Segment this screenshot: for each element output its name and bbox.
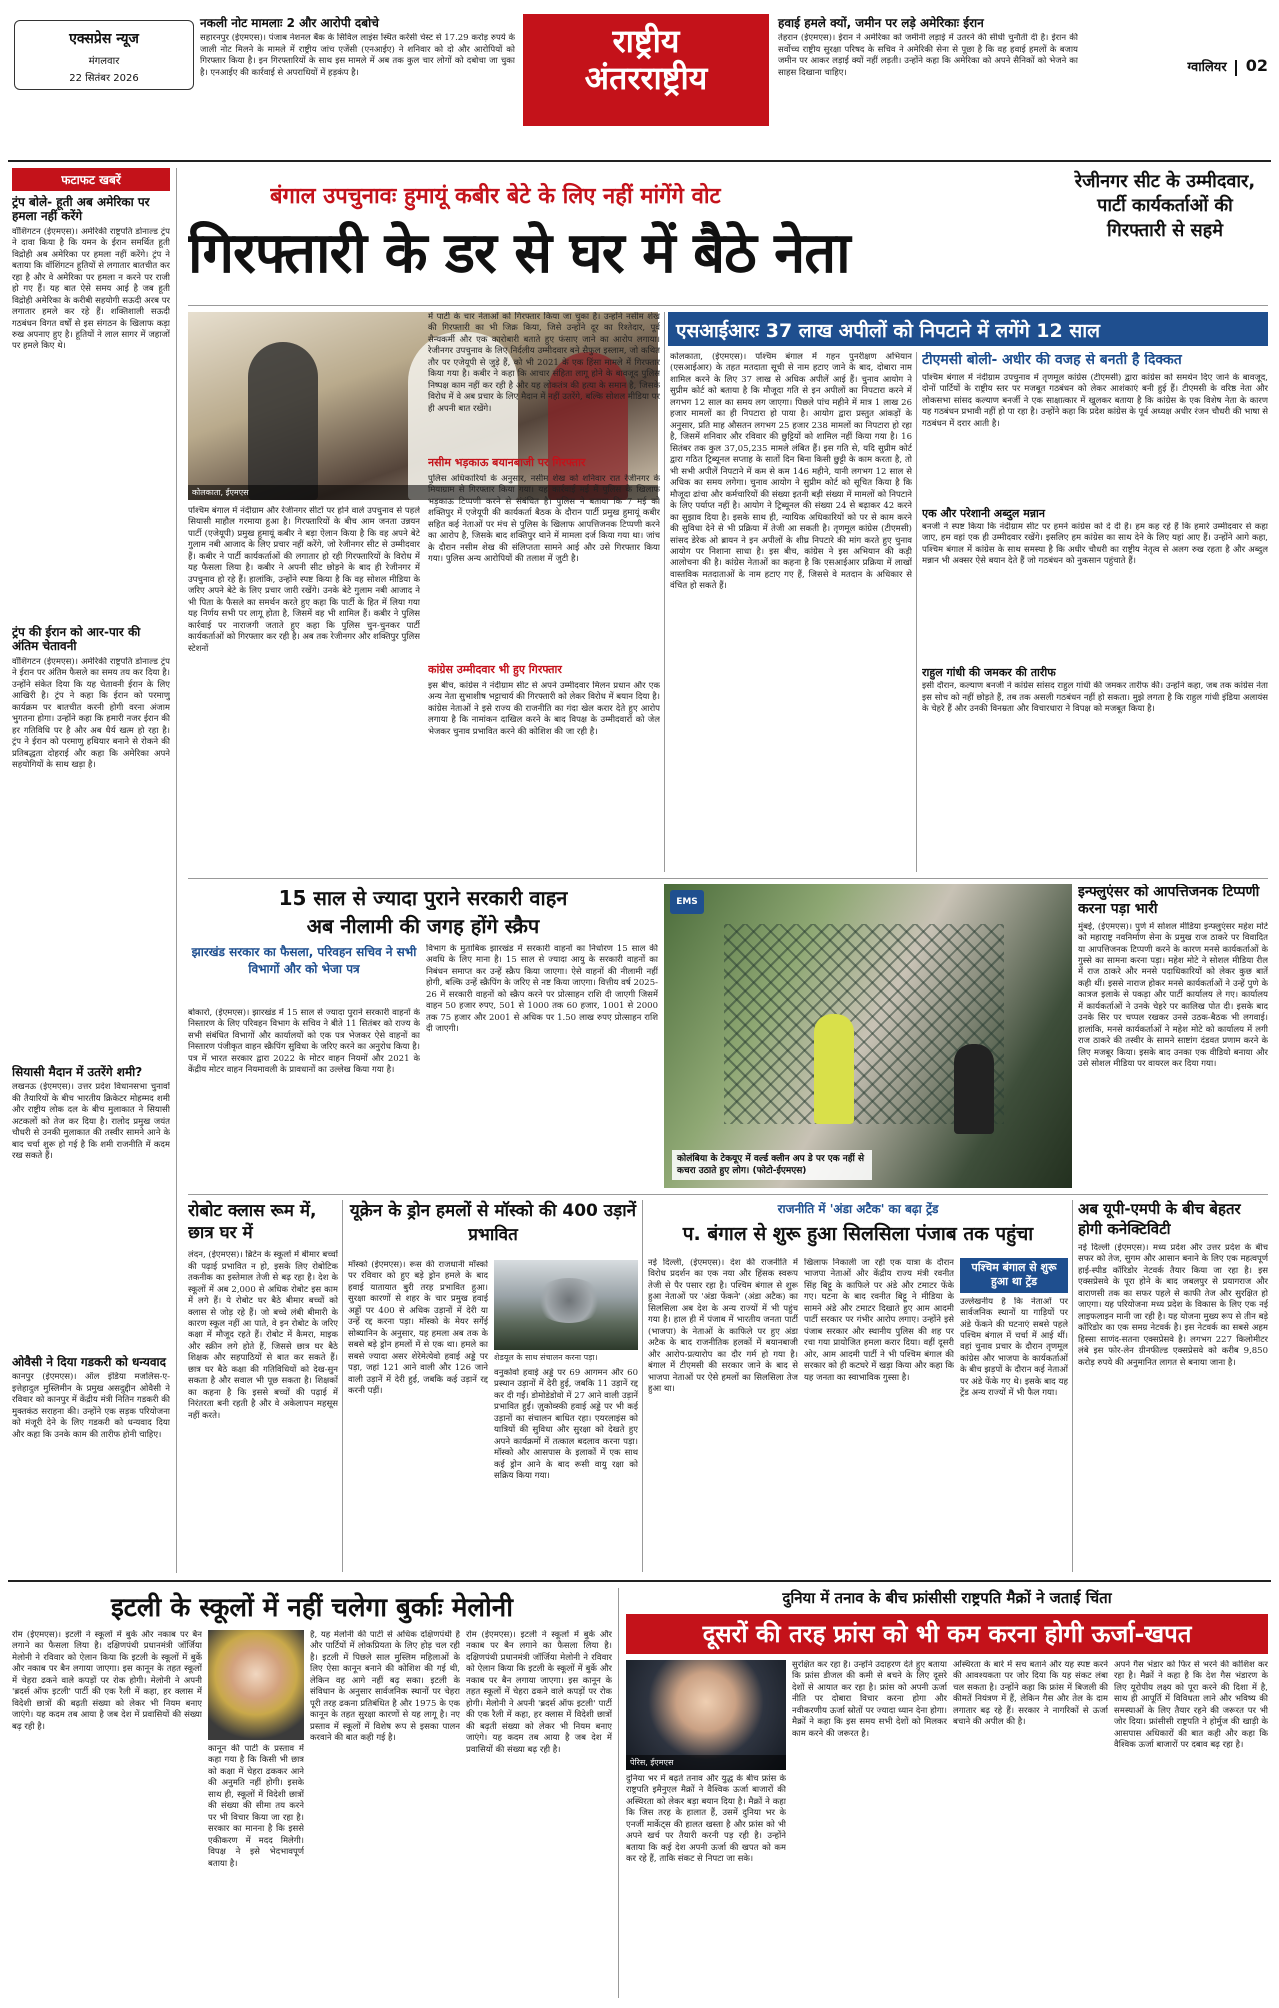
macron-text-2: सुरक्षित कर रहा है। उन्होंने उदाहरण देते हुए बताया कि फ्रांस डीजल की कमी से बचने के लिए दूसरे देशों से आयात कर रहा है। फ्रांस को अपनी ऊर्जा नीति पर दोबारा विचार करना होगा और नवीकरणीय ऊर्जा स्रोतों पर ज्यादा ध्यान देना होगा। मैक्रों ने कहा कि इस समय सभी देशों को मिलकर काम करने की जरूरत है।: [792, 1660, 947, 1739]
robot-text: लंदन, (ईएमएस)। ब्रिटेन के स्कूलों में बीमार बच्चों की पढ़ाई प्रभावित न हो, इसके लिए रोबोटिक तकनीक का इस्तेमाल तेजी से बढ़ रहा है। देश के स्कूलों में अब 2,000 से अधिक रोबोट इस काम में लगे हैं। ये रोबोट घर बैठे बीमार बच्चों को क्लास से जोड़ रहे हैं। जो बच्चे लंबी बीमारी के कारण स्कूल नहीं आ पाते, वे इन रोबोट के जरिए कक्षा में मौजूद रहते हैं। रोबोट में कैमरा, माइक और स्क्रीन लगे होते हैं, जिससे छात्र घर बैठे शिक्षक और सहपाठियों से बात कर सकते हैं। छात्र घर बैठे कक्षा की गतिविधियों को देख-सुन सकता है और सवाल भी पूछ सकता है। शिक्षकों का कहना है कि इससे बच्चों की पढ़ाई में निरंतरता बनी रहती है और वे अकेलापन महसूस नहीं करते।: [188, 1250, 338, 1421]
metro-photo-caption: कोलंबिया के टेकयूए में वर्ल्ड क्लीन अप डे पर एक नहीं से कचरा उठाते हुए लोग। (फोटो-ईएमएस): [672, 1150, 872, 1180]
brief-text: कानपुर (ईएमएस)। ऑल इंडिया मजलिस-ए-इत्तेहादुल मुस्लिमीन के प्रमुख असदुद्दीन ओवैसी ने रविवार को कानपुर में केंद्रीय मंत्री नितिन गडकरी की मुक्तकंठ सराहना की। उन्होंने एक सड़क परियोजना को मंजूरी देने के लिए गडकरी को धन्यवाद दिया और कहा कि उनके काम की तारीफ होनी चाहिए।: [12, 1372, 170, 1440]
sir-headline: एसआईआरः 37 लाख अपीलों को निपटाने में लगेंगे 12 साल: [668, 312, 1268, 346]
lead-col-2c: इस बीच, कांग्रेस ने नंदीग्राम सीट से अपने उम्मीदवार मिलन प्रधान और एक अन्य नेता सुभाशीष भट्टाचार्य की गिरफ्तारी को लेकर विरोध में बयान दिया है। कांग्रेस नेताओं ने इसे राज्य की राजनीति का गंदा खेल करार देते हुए आरोप लगाया है कि नामांकन दाखिल करने के बाद विपक्ष के उम्मीदवारों को जेल भेजकर चुनाव प्रभावित करने की कोशिश की जा रही है।: [428, 680, 660, 737]
brief-text: लखनऊ (ईएमएस)। उत्तर प्रदेश विधानसभा चुनावों की तैयारियों के बीच भारतीय क्रिकेटर मोहम्मद शमी और राष्ट्रीय लोक दल के बीच मुलाकात ने सियासी अटकलों को तेज कर दिया है। रालोद प्रमुख जयंत चौधरी से उनकी मुलाकात की तस्वीर सामने आने के बाद चर्चा शुरू हो गई है कि शमी राजनीति में कदम रख सकते हैं।: [12, 1082, 170, 1162]
ems-logo-icon: EMS: [670, 890, 704, 914]
vehicles-text-1: बोकारो, (ईएमएस)। झारखंड में 15 साल से ज्यादा पुराने सरकारी वाहनों के निस्तारण के लिए परिवहन विभाग के सचिव ने बीते 11 सितंबर को राज्य के सभी संबंधित विभागों और कार्यालयों को एक पत्र भेजकर ऐसे वाहनों का निस्तारण पंजीकृत वाहन स्क्रैपिंग सुविधा के जरिए करने का अनुरोध किया है। पत्र में भारत सरकार द्वारा 2022 के मोटर वाहन नियमों और 2021 के केंद्रीय मोटर वाहन नियमावली के प्रावधानों का उल्लेख किया गया है।: [188, 1008, 420, 1076]
bottom-rule: [8, 1580, 1271, 1582]
smoke-shape: [534, 1278, 604, 1323]
punjab-box-title: पश्चिम बंगाल से शुरू हुआ था ट्रेंड: [960, 1258, 1068, 1293]
lead-subhead-2: कांग्रेस उम्मीदवार भी हुए गिरफ्तार: [428, 662, 562, 676]
robot-story: [188, 1200, 338, 1572]
punjab-box-text: उल्लेखनीय है कि नेताओं पर सार्वजनिक स्थानों या गाड़ियों पर अंडे फेंकने की घटनाएं सबसे पहले पश्चिम बंगाल में चर्चा में आई थीं। वहां चुनाव प्रचार के दौरान तृणमूल कांग्रेस और भाजपा के कार्यकर्ताओं के बीच झड़पों के दौरान कई नेताओं पर अंडे फेंके गए थे। इसके बाद यह ट्रेंड अन्य राज्यों में भी फैल गया।: [960, 1296, 1068, 1399]
punjab-headline: प. बंगाल से शुरू हुआ सिलसिला पंजाब तक पहुंचा: [682, 1223, 1034, 1245]
brief-item: [12, 1065, 170, 1355]
paper-name: एक्सप्रेस न्यूज: [69, 31, 139, 47]
photo-figure: [814, 1014, 854, 1124]
masthead: [8, 8, 1271, 160]
macron-photo-caption: पेरिस, ईएमएस: [626, 1755, 786, 1770]
tmc-subhead-1: एक और परेशानी अब्दुल मन्नान: [922, 506, 1046, 520]
lead-kicker: बंगाल उपचुनावः हुमायूं कबीर बेटे के लिए नहीं मांगेंगे वोट: [270, 184, 721, 209]
lead-col-2b: पुलिस अधिकारियों के अनुसार, नसीम शेख को शनिवार रात रेजीनगर के मियाग्राम से गिरफ्तार किया गया। यह कार्रवाई मई में पुलिस के खिलाफ भड़काऊ टिप्पणी करने से संबंधित है। पुलिस ने बताया कि 7 मई को शक्तिपुर में एजेयूपी की कार्यकर्ता बैठक के दौरान पार्टी प्रमुख हुमायूं कबीर सहित कई नेताओं पर मंच से पुलिस के खिलाफ आपत्तिजनक टिप्पणी करने का आरोप है, जिसके बाद शक्तिपुर थाने में मामला दर्ज किया गया था। जांच के दौरान नसीम शेख की संलिप्तता सामने आई और उसे गिरफ्तार किया गया। पुलिस अन्य आरोपियों की तलाश में जुटी है।: [428, 473, 660, 565]
macron-text-1: दुनिया भर में बढ़ते तनाव और युद्ध के बीच फ्रांस के राष्ट्रपति इमैनुएल मैक्रों ने वैश्विक ऊर्जा बाजारों की अस्थिरता को लेकर बड़ा बयान दिया है। मैक्रों ने कहा कि जिस तरह के हालात हैं, उसमें दुनिया भर के एनर्जी मार्केट्स की हालत खस्ता है और फ्रांस को भी अपने खर्च पर तैयारी करनी पड़ रही है। उन्होंने बताया कि कई देश अपनी ऊर्जा की खपत को कम कर रहे हैं, ताकि संकट से निपटा जा सके।: [626, 1774, 786, 1865]
brief-right-text: तेहरान (ईएमएस)। ईरान ने अमेरिका को जमीनी लड़ाई में उतरने की सीधी चुनौती दी है। ईरान की सर्वोच्च राष्ट्रीय सुरक्षा परिषद के सचिव ने अमेरिकी सेना से पूछा है कि वह हवाई हमलों के बजाय जमीन पर आकर लड़ाई क्यों नहीं लड़ती। उन्होंने कहा कि अमेरिका को अपने सैनिकों को भेजने का साहस दिखाना चाहिए।: [778, 33, 1078, 78]
brief-left-title: नकली नोट मामलाः 2 और आरोपी दबोचे: [200, 16, 379, 30]
city-page: [1158, 56, 1268, 82]
top-brief-left: [200, 16, 515, 136]
meloni-text-1b: रोम (ईएमएस)। इटली ने स्कूलों में बुर्के और नकाब पर बैन लगाने का फैसला लिया है। दक्षिणपंथी प्रधानमंत्री जॉर्जिया मेलोनी ने रविवार को ऐलान किया कि इटली के स्कूलों में बुर्के और नकाब पर बैन लगाया जाएगा। इस कानून के तहत स्कूलों में चेहरा ढकने वाले कपड़ों पर रोक होगी। मेलोनी ने अपनी 'ब्रदर्स ऑफ इटली' पार्टी की एक रैली में कहा, हर क्लास में विदेशी छात्रों की बढ़ती संख्या को लेकर भी नियम बनाए जाएंगे। यह कदम तब आया है जब देश में प्रवासियों की संख्या बढ़ रही है।: [466, 1630, 612, 1755]
lead-headline: गिरफ्तारी के डर से घर में बैठे नेता: [188, 221, 850, 286]
lead-col-1: पश्चिम बंगाल में नंदीग्राम और रेजीनगर सीटों पर होने वाले उपचुनाव से पहले सियासी माहौल गरमाया हुआ है। गिरफ्तारियों के बीच आम जनता उन्नयन पार्टी (एजेयूपी) प्रमुख हुमायूं कबीर ने बड़ा ऐलान किया है कि वह अपने बेटे गुलाम नबी आजाद के लिए प्रचार नहीं करेंगे, जो रेजीनगर सीट से उम्मीदवार हैं। कबीर ने पार्टी कार्यकर्ताओं की लगातार हो रही गिरफ्तारियों के विरोध में यह फैसला लिया है। कबीर ने अपनी सीट छोड़ने के बाद ही रेजीनगर में उपचुनाव हो रहे हैं। हालांकि, उन्होंने स्पष्ट किया है कि वह सोशल मीडिया के जरिए अपने बेटे के लिए प्रचार जारी रखेंगे। उनके बेटे गुलाम नबी आजाद ने भी पिता के फैसले का समर्थन करते हुए कहा कि पार्टी के हित में लिया गया यह निर्णय सभी पर लागू होता है, जिसमें वह भी शामिल हैं। कबीर ने पुलिस कार्रवाई पर नाराजगी जताते हुए कहा कि पुलिस चुन-चुनकर पार्टी कार्यकर्ताओं को गिरफ्तार कर रही है। अब तक रेजीनगर और शक्तिपुर पुलिस स्टेशनों: [188, 506, 420, 654]
drone-divider: [642, 1200, 643, 1572]
top-brief-right: [778, 16, 1078, 136]
lead-col-1b: [428, 456, 660, 871]
macron-kicker: दुनिया में तनाव के बीच फ्रांसीसी राष्ट्रपति मैक्रों ने जताई चिंता: [782, 1589, 1112, 1607]
section-banner: [523, 14, 769, 126]
brief-title: ओवैसी ने दिया गडकरी को धन्यवाद: [12, 1355, 167, 1369]
influencer-story: [1078, 884, 1268, 1188]
drone-text-2: वनुकोवो हवाई अड्डे पर 69 आगमन और 60 प्रस्थान उड़ानों में देरी हुई, जबकि 11 उड़ानें रद्द कर दी गईं। डोमोडेडोवो में 27 आने वाली उड़ानें प्रभावित हुईं। ज़ुकोव्स्की हवाई अड्डे पर भी कई उड़ानों का संचालन बाधित रहा। एयरलाइंस को यात्रियों की सुविधा और सुरक्षा को देखते हुए अपने कार्यक्रमों में तत्काल बदलाव करना पड़ा। मॉस्को और आसपास के इलाकों में एक साथ कई ड्रोन आने के बाद रूसी वायु रक्षा को सक्रिय किया गया।: [494, 1368, 638, 1482]
lead-subhead-1: नसीम भड़काऊ बयानबाजी पर गिरफ्तार: [428, 456, 586, 469]
mid-rule-1: [188, 878, 1268, 879]
lead-head-rule: [188, 305, 1268, 306]
brief-text: वॉशिंगटन (ईएमएस)। अमेरिकी राष्ट्रपति डोनाल्ड ट्रंप ने ईरान पर अंतिम फैसले का समय तय कर दिया है। उन्होंने संकेत दिया कि यह चेतावनी ईरान के लिए आखिरी है। ट्रंप ने कहा कि ईरान को परमाणु कार्यक्रम पर बातचीत करनी होगी वरना अंजाम भुगतना होगा। उन्होंने कहा कि हमारी नजर ईरान की हर गतिविधि पर है और अब धैर्य खत्म हो रहा है। ट्रंप ने ईरान को परमाणु हथियार बनाने से रोकने की प्रतिबद्धता दोहराई और कहा कि अमेरिका अपने सहयोगियों के साथ खड़ा है।: [12, 656, 170, 770]
lead-photo-caption: कोलकाता, ईएमएस: [188, 485, 658, 500]
punjab-box: [960, 1258, 1068, 1572]
meloni-divider: [618, 1588, 619, 1998]
meloni-text-3: कानून की पार्टी के प्रस्ताव में कहा गया है कि किसी भी छात्र को कक्षा में चेहरा ढककर आने की अनुमति नहीं होगी। इसके साथ ही, स्कूलों में विदेशी छात्रों की संख्या की सीमा तय करने पर भी विचार किया जा रहा है। सरकार का मानना है कि इससे एकीकरण में मदद मिलेगी। विपक्ष ने इसे भेदभावपूर्ण बताया है।: [208, 1744, 304, 1869]
photo-figure: [954, 1044, 994, 1134]
briefs-column: [12, 168, 170, 1573]
mid-rule-2: [188, 1194, 1268, 1195]
metro-photo: [664, 884, 1072, 1188]
tmc-story: [922, 352, 1268, 872]
meloni-text-4: [466, 1630, 612, 1994]
robot-headline: रोबोट क्लास रूम में, छात्र घर में: [188, 1201, 317, 1244]
macron-text-4: अपने गैस भंडार को फिर से भरने की कोशिश कर रहा है। मैक्रों ने कहा है कि देश गैस भंडारण के लिए यूरोपीय लक्ष्य को पूरा करने की दिशा में है, साथ ही आपूर्ति में विविधता लाने और भविष्य की समस्याओं के लिए तैयार रहने की जरूरत पर भी जोर दिया। फ्रांसीसी राष्ट्रपति ने होर्मुज की खाड़ी के आसपास अधिकारों की बात कही और कहा कि वैश्विक ऊर्जा बाजारों पर दबाव बढ़ रहा है।: [1114, 1660, 1268, 1751]
punjab-text-1: नई दिल्ली, (ईएमएस)। देश की राजनीति में विरोध प्रदर्शन का एक नया और हिंसक स्वरूप तेजी से पैर पसार रहा है। पश्चिम बंगाल से शुरू हुआ नेताओं पर 'अंडा फेंकने' (अंडा अटैक) का सिलसिला अब देश के अन्य राज्यों में भी पहुंच गया है। हाल ही में पंजाब में भारतीय जनता पार्टी (भाजपा) के नेताओं के काफिले पर हुए अंडा अटैक के बाद राजनीतिक हलकों में बयानबाजी और आरोप-प्रत्यारोप का दौर गर्म हो गया है। बंगाल में टीएमसी की सरकार जाने के बाद से भाजपा नेताओं पर ऐसे हमलों का सिलसिला तेज हुआ था।: [648, 1258, 798, 1395]
tmc-headline: टीएमसी बोली- अधीर की वजह से बनती है दिक्कत: [922, 352, 1182, 368]
brief-item: [12, 625, 170, 1065]
brief-left-text: सहारनपुर (ईएमएस)। पंजाब नेशनल बैंक के सिविल लाइंस स्थित करेंसी चेस्ट से 17.29 करोड़ रुपये के जाली नोट मिलने के मामले में राष्ट्रीय जांच एजेंसी (एनआईए) ने शनिवार को दो और आरोपियों को गिरफ्तार किया है। इन गिरफ्तारियों के साथ इस मामले में अब तक कुल चार लोगों को दबोचा जा चुका है। एनआईए की कार्रवाई से अपराधियों में हड़कंप है।: [200, 33, 515, 78]
vehicles-headline-2: अब नीलामी की जगह होंगे स्क्रैप: [306, 914, 540, 938]
date: 22 सितंबर 2026: [69, 73, 139, 84]
paper-name-box: [14, 20, 194, 90]
brief-item: [12, 1355, 170, 1573]
vehicles-headline-1: 15 साल से ज्यादा पुराने सरकारी वाहन: [278, 886, 568, 910]
brief-title: ट्रंप बोले- हूती अब अमेरिका पर हमला नहीं करेंगे: [12, 195, 150, 224]
photo-figure: [248, 342, 318, 500]
brief-title: सियासी मैदान में उतरेंगे शमी?: [12, 1065, 143, 1079]
tmc-text-1: पश्चिम बंगाल में नंदीग्राम उपचुनाव में तृणमूल कांग्रेस (टीएमसी) द्वारा कांग्रेस को समर्थन दिए जाने के बावजूद, दोनों पार्टियों के राष्ट्रीय स्तर पर मजबूत गठबंधन को लेकर आशंकाएं बनी हुई हैं। टीएमसी के वरिष्ठ नेता और लोकसभा सांसद कल्याण बनर्जी ने एक साक्षात्कार में खुलकर बताया है कि कांग्रेस के एक विशेष नेता के कारण यह गठबंधन प्रभावी नहीं हो पा रहा है। उन्होंने कहा कि प्रदेश कांग्रेस के पूर्व अध्यक्ष अधीर रंजन चौधरी की भाषा से गठबंधन में दरार आती है।: [922, 372, 1268, 429]
macron-text-3: अस्थिरता के बारे में सच बताने और यह स्पष्ट करने की आवश्यकता पर जोर दिया कि यह संकट लंबा चल सकता है। उन्होंने कहा कि फ्रांस में बिजली की कीमतें नियंत्रण में हैं, लेकिन गैस और तेल के दाम लगातार बढ़ रहे हैं। सरकार ने नागरिकों से ऊर्जा बचाने की अपील की है।: [953, 1660, 1108, 1728]
punjab-divider: [1072, 1200, 1073, 1572]
sir-text: कोलकाता, (ईएमएस)। पश्चिम बंगाल में गहन पुनरीक्षण अभियान (एसआईआर) के तहत मतदाता सूची से नाम हटाए जाने के बाद, दोबारा नाम शामिल करने के लिए 37 लाख से अधिक अपीलें आई हैं। चुनाव आयोग ने सुप्रीम कोर्ट को बताया है कि मौजूदा गति से इन अपीलों का निपटारा करने में लगभग 12 साल का समय लग जाएगा। पिछले पांच महीने में मात्र 1 लाख 26 हजार मामलों का ही निपटारा हो पाया है। आयोग द्वारा प्रस्तुत आंकड़ों के अनुसार, प्रति माह औसतन लगभग 25 हजार 238 मामलों का निपटारा हो रहा है, जिसमें शनिवार और रविवार की छुट्टियों को शामिल नहीं किया गया है। 16 सितंबर तक कुल 37,05,235 मामले लंबित हैं। इस गति से, यदि सुप्रीम कोर्ट द्वारा गठित ट्रिब्यूनल सप्ताह के सातों दिन बिना किसी छुट्टी के काम करता है, तो भी सभी अपीलें निपटाने में कम से कम 146 महीने, यानी लगभग 12 साल से अधिक का समय लगेगा। चुनाव आयोग ने सुप्रीम कोर्ट को सूचित किया है कि मौजूदा ढांचा और कर्मचारियों की संख्या इतनी बड़ी संख्या में मामलों को निपटाने के लिए पर्याप्त नहीं है। आयोग ने ट्रिब्यूनल की संख्या 24 से बढ़ाकर 42 करने का सुझाव दिया है। इसके साथ ही, न्यायिक अधिकारियों को पर से काम करने की सुविधा देने से भी प्रक्रिया में तेजी आ सकती है। तृणमूल कांग्रेस (टीएमसी) सांसद डेरेक ओ ब्रायन ने इन अपीलों के शीघ्र निपटारे की मांग करते हुए चुनाव आयोग पर निशाना साधा है। इस बीच, कांग्रेस ने इस अभियान की कड़ी आलोचना की है। कांग्रेस नेताओं का कहना है कि एसआईआर प्रक्रिया में लाखों वास्तविक मतदाताओं के नाम हटाए गए हैं, जिससे वे मतदान के अधिकार से वंचित हो सकते हैं।: [670, 352, 912, 592]
masthead-rule: [8, 160, 1271, 162]
drone-photo: [494, 1260, 638, 1350]
lead-col-2: में पार्टी के चार नेताओं को गिरफ्तार किया जा चुका है। उन्होंने नसीम शेख की गिरफ्तारी का भी जिक्र किया, जिसे उन्होंने दूर का रिश्तेदार, पूर्व सैन्यकर्मी और एक कारोबारी बताते हुए फंसाए जाने का आरोप लगाया। रेजीनगर उपचुनाव के लिए निर्दलीय उम्मीदवार बने सैफुल इस्लाम, जो कथित तौर पर एजेयूपी से जुड़े हैं, को भी 2021 के एक हिंसा मामले में गिरफ्तार किया गया है। कबीर ने कहा कि आचार संहिता लागू होने के बावजूद पुलिस निष्पक्ष काम नहीं कर रही है और यह लोकतंत्र की हत्या के समान है, जिसके विरोध में वे अब प्रचार के लिए मैदान में नहीं उतरेंगे, बल्कि सोशल मीडिया पर ही अपनी बात रखेंगे।: [428, 312, 660, 414]
influencer-headline: इन्फ्लुएंसर को आपत्तिजनक टिप्पणी करना पड़ा भारी: [1078, 884, 1260, 917]
punjab-kicker: राजनीति में 'अंडा अटैक' का बढ़ा ट्रेंड: [777, 1202, 939, 1216]
influencer-text: मुंबई, (ईएमएस)। पुणे में सोशल मीडिया इन्फ्लुएंसर महेश मोटे को महाराष्ट्र नवनिर्माण सेना के प्रमुख राज ठाकरे पर विवादित या आपत्तिजनक टिप्पणी करने के कारण मनसे कार्यकर्ताओं के गुस्से का सामना करना पड़ा। महेश मोटे ने सोशल मीडिया रील में राज ठाकरे और मनसे पदाधिकारियों को लेकर कुछ बातें कही थीं। इससे नाराज होकर मनसे कार्यकर्ताओं ने उन्हें पुणे के कात्रज इलाके से पकड़ा और पार्टी कार्यालय ले गए। कार्यालय में कार्यकर्ताओं ने उनके चेहरे पर कालिख पोत दी। इसके बाद उनके सिर पर चप्पल रखकर उनसे उठक-बैठक भी लगवाई। हालांकि, मनसे कार्यकर्ताओं ने महेश मोटे को कार्यालय में लगी राज ठाकरे की तस्वीर के सामने साष्टांग दंडवत प्रणाम करने के लिए मजबूर किया। इसके बाद उनका एक वीडियो बनाया और उसे सोशल मीडिया पर वायरल कर दिया गया।: [1078, 921, 1268, 1070]
drone-text-1: मॉस्को (ईएमएस)। रूस की राजधानी मॉस्को पर रविवार को हुए बड़े ड्रोन हमले के बाद हवाई यातायात बुरी तरह प्रभावित हुआ। सुरक्षा कारणों से शहर के चार प्रमुख हवाई अड्डों पर 400 से अधिक उड़ानों में देरी या उन्हें रद्द करना पड़ा। मॉस्को के मेयर सर्गेई सोब्यानिन के अनुसार, यह हमला अब तक के सबसे बड़े ड्रोन हमलों में से एक था। हमले का सबसे ज्यादा असर शेरेमेत्येवो हवाई अड्डे पर पड़ा, जहां 121 आने वाली और 126 जाने वाली उड़ानें में देरी हुई, जबकि कई उड़ानें रद्द करनी पड़ीं।: [348, 1260, 488, 1397]
vehicles-deck: झारखंड सरकार का फैसला, परिवहन सचिव ने सभी विभागों और को भेजा पत्र: [191, 945, 417, 976]
lead-side-deck: रेजीनगर सीट के उम्मीदवार, पार्टी कार्यकर्ताओं की गिरफ्तारी से सहमे: [1074, 171, 1256, 241]
brief-title: ट्रंप की ईरान को आर-पार की अंतिम चेतावनी: [12, 625, 141, 654]
upmp-story: [1078, 1200, 1268, 1572]
tmc-text-3: इसी दौरान, कल्याण बनर्जी ने कांग्रेस सांसद राहुल गांधी की जमकर तारीफ की। उन्होंने कहा, जब तक कांग्रेस नेता इस सोच को नहीं छोड़ते हैं, तब तक असली गठबंधन नहीं हो सकता। मुझे लगता है कि राहुल गांधी इंडिया अलायंस के चेहरे हैं और उनकी विनम्रता और विचारधारा ने विपक्ष को मजबूत किया है।: [922, 681, 1268, 715]
macron-photo: [626, 1660, 786, 1770]
vehicles-text-2: विभाग के मुताबिक झारखंड में सरकारी वाहनों का निर्धारण 15 साल की अवधि के लिए माना है। 15 साल से ज्यादा आयु के सरकारी वाहनों का निबंधन समाप्त कर उन्हें स्क्रैप किया जाएगा। ऐसे वाहनों की नीलामी नहीं होगी, बल्कि उन्हें स्क्रैपिंग के जरिए से नष्ट किया जाएगा। वित्तीय वर्ष 2025-26 में सरकारी वाहनों को स्क्रैप करने पर प्रोत्साहन राशि दी जाएगी जिसमें वाहन 50 हजार रुपए, 501 से 1000 तक 60 हजार, 1001 से 2000 तक 75 हजार और 2001 से अधिक पर 1.50 लाख रुपए प्रोत्साहन राशि दी जाएगी।: [426, 944, 658, 1035]
brief-right-title: हवाई हमले क्यों, जमीन पर लड़े अमेरिकाः ईरान: [778, 16, 984, 30]
upmp-headline: अब यूपी-एमपी के बीच बेहतर होगी कनेक्टिविटी: [1078, 1200, 1241, 1238]
robot-divider: [342, 1200, 343, 1572]
day: मंगलवार: [88, 56, 120, 67]
drone-headline: यूक्रेन के ड्रोन हमलों से मॉस्को की 400 उड़ानें प्रभावित: [349, 1201, 637, 1245]
meloni-headline: इटली के स्कूलों में नहीं चलेगा बुर्काः मेलोनी: [111, 1593, 513, 1623]
sir-divider: [916, 352, 917, 872]
macron-headline: दूसरों की तरह फ्रांस को भी कम करना होगी ऊर्जा-खपत: [626, 1614, 1268, 1654]
meloni-text-2: है, यह मेलोनी की पार्टी से अधिक दक्षिणपंथी है और पार्टियों में लोकप्रियता के लिए होड़ चल रही है। इटली में पिछले साल मुस्लिम महिलाओं के लिए ऐसा कानून बनाने की कोशिश की गई थी, लेकिन वह आगे नहीं बढ़ सका। इटली के संविधान के अनुसार सार्वजनिक स्थानों पर चेहरा पूरी तरह ढकना प्रतिबंधित है और 1975 के एक कानून के तहत सुरक्षा कारणों से यह लागू है। नए प्रस्ताव में स्कूलों में विशेष रूप से इसका पालन करवाने की बात कही गई है।: [310, 1630, 460, 1744]
brief-item: [12, 195, 170, 625]
drone-photo-caption: शेडयूल के साथ संचालन करना पड़ा।: [494, 1353, 598, 1362]
section-line-1: राष्ट्रीय: [612, 22, 680, 60]
briefs-divider: [176, 168, 177, 1573]
tmc-subhead-2: राहुल गांधी की जमकर की तारीफ: [922, 665, 1056, 679]
city-name: ग्वालियर: [1187, 60, 1227, 75]
page-number: 02: [1245, 56, 1268, 75]
meloni-photo: [208, 1630, 304, 1740]
punjab-text-2: खिलाफ निकाली जा रही एक यात्रा के दौरान भाजपा नेताओं और केंद्रीय राज्य मंत्री रवनीत सिंह बिट्टू के काफिले पर अंडे और टमाटर फेंके गए। घटना के बाद रवनीत बिट्टू ने मीडिया के सामने अंडे और टमाटर दिखाते हुए आम आदमी पार्टी सरकार पर गंभीर आरोप लगाए। उन्होंने इसे पंजाब सरकार और स्थानीय पुलिस की शह पर रचा गया प्रायोजित हमला करार दिया। वहीं दूसरी ओर, आम आदमी पार्टी ने भी पश्चिम बंगाल की सरकार को ही कटघरे में खड़ा किया और कहा कि यह जनता का स्वाभाविक गुस्सा है।: [804, 1258, 954, 1383]
upmp-text: नई दिल्ली (ईएमएस)। मध्य प्रदेश और उत्तर प्रदेश के बीच सफर को तेज, सुगम और आसान बनाने के लिए एक महत्वपूर्ण हाई-स्पीड कॉरिडोर नेटवर्क तैयार किया जा रहा है। इस एक्सप्रेसवे के पूरा होने के बाद जबलपुर से प्रयागराज और वाराणसी तक का सफर पहले से काफी तेज और सुरक्षित हो जाएगा। यह परियोजना मध्य प्रदेश के विकास के लिए एक नई लाइफलाइन मानी जा रही है। यह योजना मुख्य रूप से तीन बड़े कॉरिडोर का एक समग्र नेटवर्क है। इस नेटवर्क का सबसे अहम हिस्सा साणंद-सतना एक्सप्रेसवे है। लगभग 227 किलोमीटर लंबे इस फोर-लेन ग्रीनफील्ड एक्सप्रेसवे को करीब 9,850 करोड़ रुपये की अनुमानित लागत से बनाया जाना है।: [1078, 1243, 1268, 1368]
section-line-2: अंतरराष्ट्रीय: [584, 59, 708, 98]
brief-text: वॉशिंगटन (ईएमएस)। अमेरिकी राष्ट्रपति डोनाल्ड ट्रंप ने दावा किया है कि यमन के ईरान समर्थित हूती विद्रोही अब अमेरिका पर हमला नहीं करेंगे। ट्रंप ने बताया कि वॉशिंगटन हूतियों से लगातार बातचीत कर रहा है और वे अमेरिका पर हमला न करने पर राजी हो गए हैं। यह बात ऐसे समय आई है जब हूती विद्रोही अमेरिका के करीबी सहयोगी सऊदी अरब पर लगातार हमले कर रहे हैं। शक्तिशाली सऊदी गठबंधन विगत वर्षों से इस संगठन के खिलाफ कड़ा रुख अपनाए हुए है। हूतियों ने लाल सागर में जहाजों पर हमले किए थे।: [12, 226, 170, 352]
briefs-header: फटाफट खबरें: [12, 168, 170, 191]
meloni-text-1: रोम (ईएमएस)। इटली ने स्कूलों में बुर्के और नकाब पर बैन लगाने का फैसला लिया है। दक्षिणपंथी प्रधानमंत्री जॉर्जिया मेलोनी ने रविवार को ऐलान किया कि इटली के स्कूलों में बुर्के और नकाब पर बैन लगाया जाएगा। इस कानून के तहत स्कूलों में चेहरा ढकने वाले कपड़ों पर रोक होगी। मेलोनी ने अपनी 'ब्रदर्स ऑफ इटली' पार्टी की एक रैली में कहा, हर क्लास में विदेशी छात्रों की बढ़ती संख्या को लेकर भी नियम बनाए जाएंगे। यह कदम तब आया है जब देश में प्रवासियों की संख्या बढ़ रही है।: [12, 1630, 202, 1732]
tmc-text-2: बनर्जी ने स्पष्ट किया कि नंदीग्राम सीट पर हमने कांग्रेस को दे दी है। हम कह रहे हैं कि हमारे उम्मीदवार से कहा जाए, हम वहां एक ही उम्मीदवार रखेंगे। इसलिए हम कांग्रेस का साथ देने के लिए यहां आए हैं। उन्होंने आगे कहा, पश्चिम बंगाल में कांग्रेस के साथ समस्या है कि अधीर चौधरी का राष्ट्रीय नेतृत्व से अलग रुख रहता है और अब्दुल मन्नान भी अक्सर ऐसे बयान देते हैं जो गठबंधन को नुकसान पहुंचाते हैं।: [922, 521, 1268, 567]
lead-divider: [664, 312, 665, 872]
